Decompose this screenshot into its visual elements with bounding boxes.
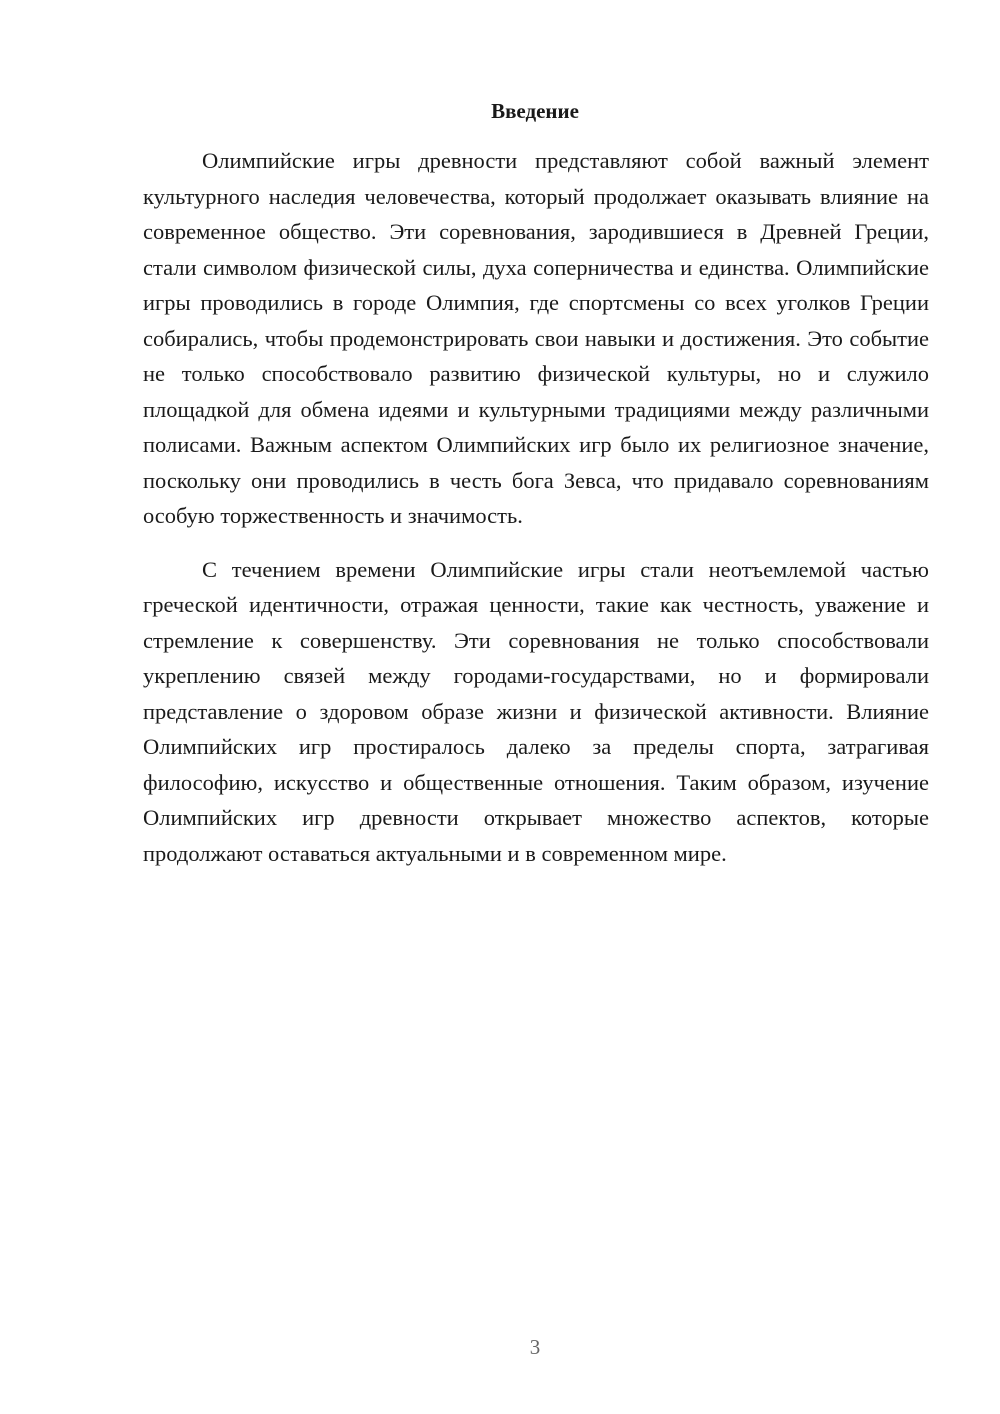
section-heading: Введение: [491, 99, 579, 123]
paragraph-1: Олимпийские игры древности представляют собой важный элемент культурного наследия человечества, который продолжает оказывать влияние на современное общество. Эти соревнования, зародившиеся в Древней Греции, стали символом физической силы, духа соперничества и единства. Олимпийские игры проводились в городе Олимпия, где спортсмены со всех уголков Греции собирались, чтобы продемонстрировать свои навыки и достижения. Это событие не только способствовало развитию физической культуры, но и служило площадкой для обмена идеями и культурными традициями между различными полисами. Важным аспектом Олимпийских игр было их религиозное значение, поскольку они проводились в честь бога Зевса, что придавало соревнованиям особую торжественность и значимость.: [143, 148, 929, 528]
paragraph-2: С течением времени Олимпийские игры стали неотъемлемой частью греческой идентичности, отражая ценности, такие как честность, уважение и стремление к совершенству. Эти соревнования не только способствовали укреплению связей между городами-государствами, но и формировали представление о здоровом образе жизни и физической активности. Влияние Олимпийских игр простиралось далеко за пределы спорта, затрагивая философию, искусство и общественные отношения. Таким образом, изучение Олимпийских игр древности открывает множество аспектов, которые продолжают оставаться актуальными и в современном мире.: [143, 556, 929, 866]
page-number: 3: [529, 1335, 541, 1359]
body-text: [143, 143, 929, 871]
